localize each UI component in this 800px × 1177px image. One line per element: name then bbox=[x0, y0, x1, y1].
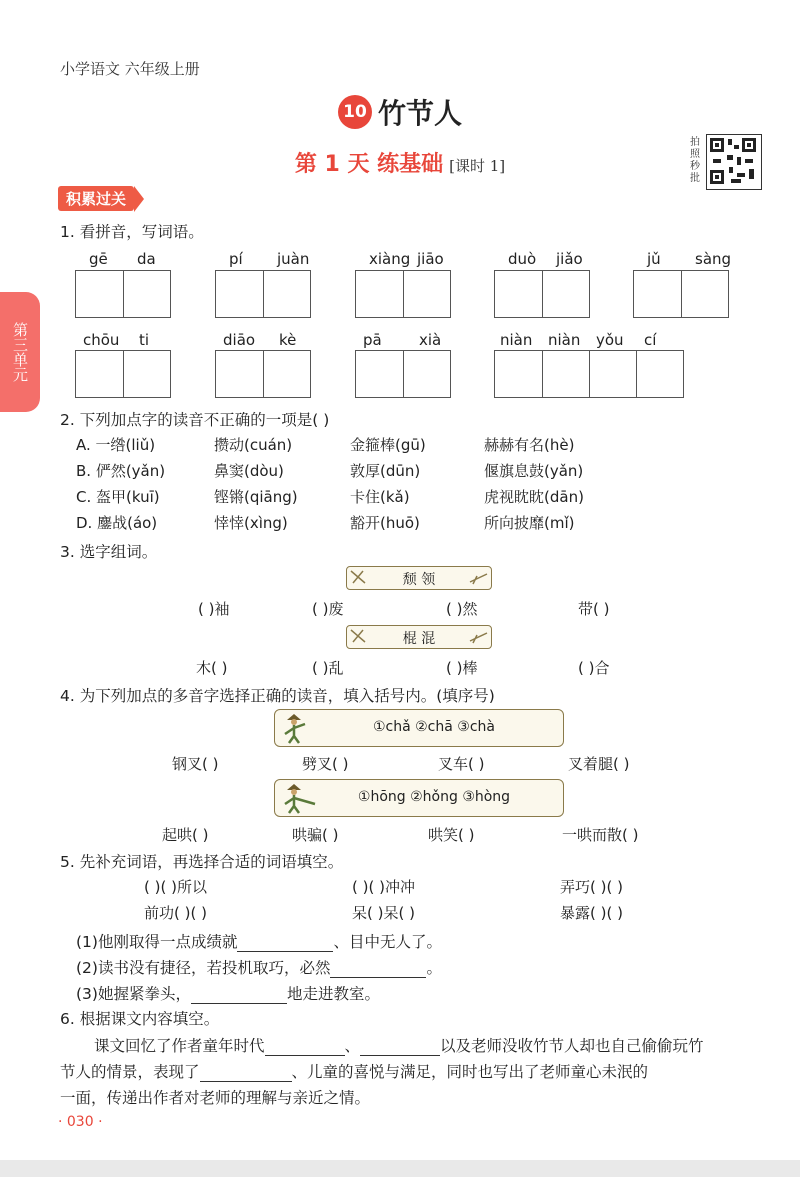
answer-option[interactable]: C. 盔甲(kuī) bbox=[76, 488, 160, 506]
q4-banner-2-text: ①hōng ②hǒng ③hòng bbox=[357, 789, 511, 805]
fill-paren[interactable]: 劈叉( ) bbox=[302, 755, 349, 773]
answer-option: 悻悻(xìng) bbox=[214, 514, 288, 532]
answer-blank[interactable] bbox=[200, 1081, 292, 1082]
answer-option: 卡住(kǎ) bbox=[350, 488, 410, 506]
q4-banner-1-text: ①chǎ ②chā ③chà bbox=[372, 719, 495, 735]
q6-line-3: 一面，传递出作者对老师的理解与亲近之情。 bbox=[60, 1089, 371, 1107]
q6-line-2: 节人的情景，表现了 、儿童的喜悦与满足，同时也写出了老师童心未泯的 bbox=[60, 1063, 649, 1081]
q6-title: 6. 根据课文内容填空。 bbox=[60, 1010, 220, 1028]
q3-banner-1 bbox=[346, 566, 492, 590]
writing-grid[interactable] bbox=[494, 350, 684, 398]
fill-paren[interactable]: 叉车( ) bbox=[438, 755, 485, 773]
unit-side-tab: 第三单元 bbox=[0, 292, 40, 412]
fill-paren[interactable]: 叉着腿( ) bbox=[568, 755, 630, 773]
answer-option: 虎视眈眈(dān) bbox=[484, 488, 584, 506]
lesson-number-badge: 10 bbox=[338, 95, 372, 129]
fill-paren[interactable]: ( )棒 bbox=[446, 659, 478, 677]
answer-option[interactable]: B. 俨然(yǎn) bbox=[76, 462, 166, 480]
answer-option: 攒动(cuán) bbox=[214, 436, 293, 454]
q1-title: 1. 看拼音，写词语。 bbox=[60, 223, 204, 241]
q5-sentence-1: (1)他刚取得一点成绩就 、目中无人了。 bbox=[76, 933, 442, 951]
writing-grid[interactable] bbox=[633, 270, 729, 318]
fill-paren[interactable]: ( )( )所以 bbox=[144, 878, 207, 896]
fill-paren[interactable]: 暴露( )( ) bbox=[560, 904, 623, 922]
pinyin-label: diāo kè bbox=[223, 331, 297, 349]
answer-option: 偃旗息鼓(yǎn) bbox=[484, 462, 584, 480]
q4-title: 4. 为下列加点的多音字选择正确的读音，填入括号内。(填序号) bbox=[60, 687, 495, 705]
answer-option: 金箍棒(gū) bbox=[350, 436, 426, 454]
answer-option[interactable]: A. 一绺(liǔ) bbox=[76, 436, 156, 454]
day-heading: 第 1 天 练基础 bbox=[294, 152, 444, 177]
fill-paren[interactable]: 带( ) bbox=[578, 600, 610, 618]
pinyin-label: niàn niàn yǒu cí bbox=[500, 331, 657, 349]
fill-paren[interactable]: ( )然 bbox=[446, 600, 478, 618]
writing-grid[interactable] bbox=[215, 270, 311, 318]
answer-blank[interactable] bbox=[330, 977, 426, 978]
pinyin-label: xiàng jiāo bbox=[369, 250, 444, 268]
fill-paren[interactable]: 弄巧( )( ) bbox=[560, 878, 623, 896]
pinyin-label: pí juàn bbox=[229, 250, 310, 268]
qr-code-icon[interactable] bbox=[706, 134, 762, 190]
fill-paren[interactable]: 起哄( ) bbox=[162, 826, 209, 844]
fill-paren[interactable]: 呆( )呆( ) bbox=[352, 904, 415, 922]
book-header: 小学语文 六年级上册 bbox=[60, 60, 200, 78]
writing-grid[interactable] bbox=[355, 270, 451, 318]
answer-blank[interactable] bbox=[265, 1055, 345, 1056]
answer-option: 敦厚(dūn) bbox=[350, 462, 421, 480]
answer-option[interactable]: D. 鏖战(áo) bbox=[76, 514, 158, 532]
answer-blank[interactable] bbox=[237, 951, 333, 952]
fill-paren[interactable]: 木( ) bbox=[196, 659, 228, 677]
fill-paren[interactable]: ( )废 bbox=[312, 600, 344, 618]
fill-paren[interactable]: ( )合 bbox=[578, 659, 610, 677]
writing-grid[interactable] bbox=[494, 270, 590, 318]
q6-line-1: 课文回忆了作者童年时代 、 以及老师没收竹节人却也自己偷偷玩竹 bbox=[94, 1037, 704, 1055]
fill-paren[interactable]: 哄笑( ) bbox=[428, 826, 475, 844]
day-title bbox=[0, 147, 800, 178]
pinyin-label: gē da bbox=[89, 250, 156, 268]
q5-sentence-2: (2)读书没有捷径，若投机取巧，必然 。 bbox=[76, 959, 442, 977]
answer-blank[interactable] bbox=[191, 1003, 287, 1004]
lesson-period: [课时 1] bbox=[449, 157, 506, 175]
bottom-bar bbox=[0, 1160, 800, 1177]
pinyin-label: pā xià bbox=[363, 331, 442, 349]
answer-option: 所向披靡(mǐ) bbox=[484, 514, 575, 532]
q3-title: 3. 选字组词。 bbox=[60, 543, 158, 561]
fill-paren[interactable]: 哄骗( ) bbox=[292, 826, 339, 844]
pinyin-label: chōu ti bbox=[83, 331, 150, 349]
writing-grid[interactable] bbox=[75, 270, 171, 318]
answer-blank[interactable] bbox=[360, 1055, 440, 1056]
page-number: · 030 · bbox=[58, 1114, 103, 1130]
fill-paren[interactable]: ( )乱 bbox=[312, 659, 344, 677]
bamboo-icon bbox=[469, 570, 489, 586]
q2-title: 2. 下列加点字的读音不正确的一项是( ) bbox=[60, 411, 330, 429]
q3-banner-2 bbox=[346, 625, 492, 649]
pinyin-label: duò jiǎo bbox=[508, 250, 583, 268]
writing-grid[interactable] bbox=[355, 350, 451, 398]
answer-option: 豁开(huō) bbox=[350, 514, 420, 532]
fill-paren[interactable]: ( )( )冲冲 bbox=[352, 878, 415, 896]
fill-paren[interactable]: ( )袖 bbox=[198, 600, 230, 618]
answer-option: 铿锵(qiāng) bbox=[214, 488, 298, 506]
answer-option: 鼻窦(dòu) bbox=[214, 462, 284, 480]
fill-paren[interactable]: 钢叉( ) bbox=[172, 755, 219, 773]
lesson-title bbox=[0, 92, 800, 132]
writing-grid[interactable] bbox=[215, 350, 311, 398]
pinyin-label: jǔ sàng bbox=[647, 250, 732, 268]
q4-banner-2 bbox=[274, 779, 564, 817]
qr-label: 拍照秒批 bbox=[690, 137, 700, 184]
q3-banner-2-text: 棍 混 bbox=[402, 631, 436, 647]
q5-title: 5. 先补充词语，再选择合适的词语填空。 bbox=[60, 853, 344, 871]
answer-option: 赫赫有名(hè) bbox=[484, 436, 575, 454]
lesson-name: 竹节人 bbox=[377, 97, 462, 130]
writing-grid[interactable] bbox=[75, 350, 171, 398]
fill-paren[interactable]: 前功( )( ) bbox=[144, 904, 207, 922]
section-tag: 积累过关 bbox=[58, 186, 134, 211]
fill-paren[interactable]: 一哄而散( ) bbox=[562, 826, 639, 844]
q4-banner-1 bbox=[274, 709, 564, 747]
q3-banner-1-text: 颓 领 bbox=[402, 572, 436, 588]
bamboo-icon bbox=[469, 629, 489, 645]
q5-sentence-3: (3)她握紧拳头， 地走进教室。 bbox=[76, 985, 380, 1003]
